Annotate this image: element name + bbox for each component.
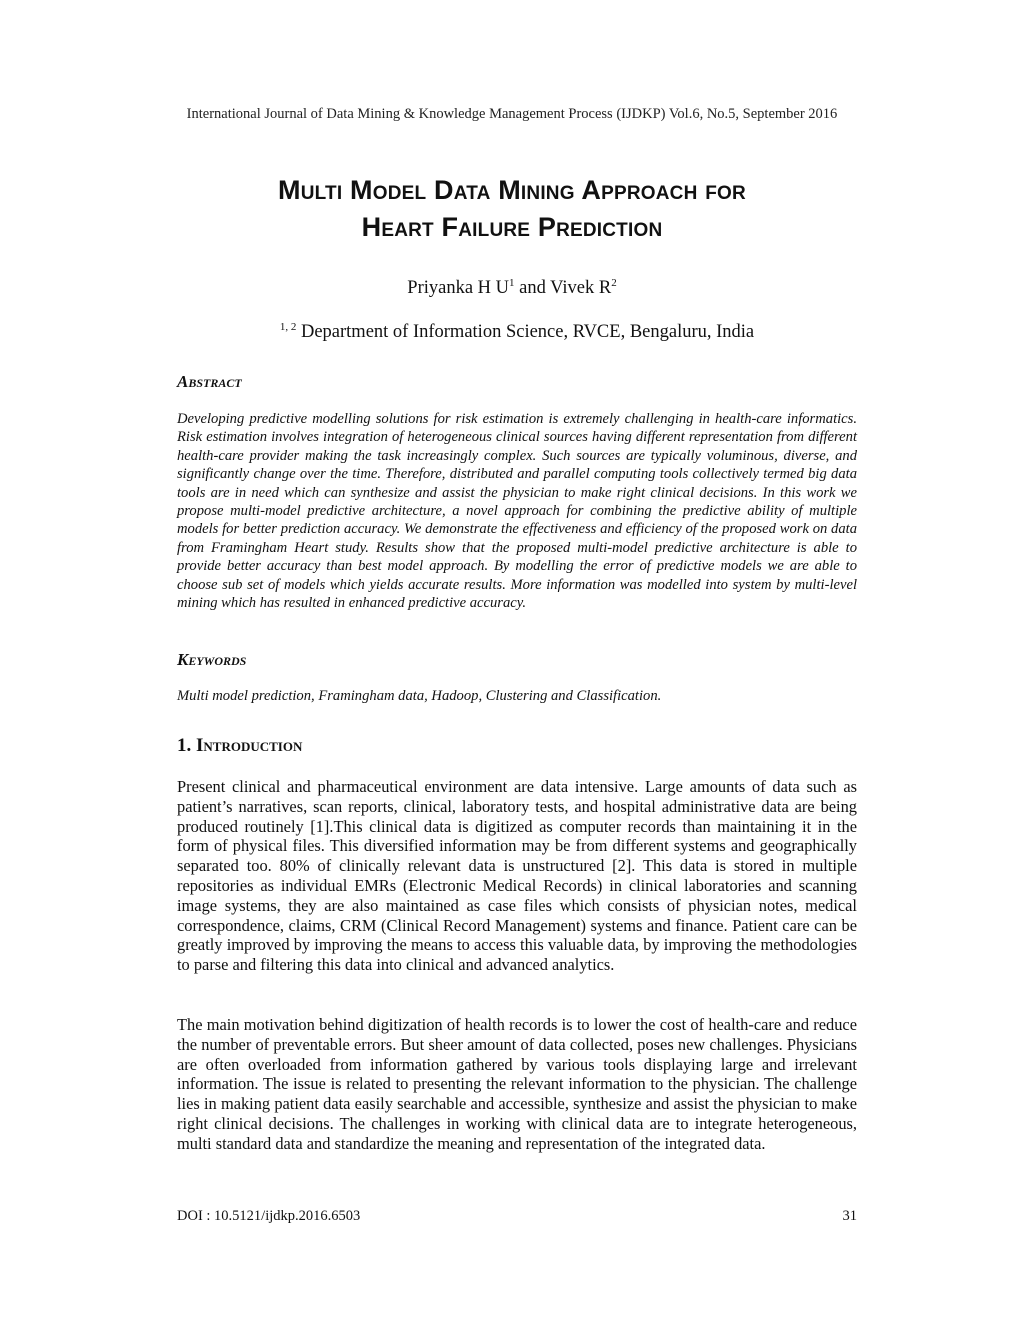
affiliation-mark: 1, 2 (279, 320, 297, 333)
introduction-heading: 1. Introduction (177, 735, 303, 756)
affiliation-text: Department of Information Science, RVCE, Bengaluru, India (296, 322, 755, 342)
introduction-paragraph-1: Present clinical and pharmaceutical environment are data intensive. Large amounts of data such as patient’s narratives, scan reports, clinical, laboratory tests, and hospital administrative data are being produced routinely [1].This clinical data is digitized as computer records than maintaining it in the form of physical files. This diversified information may be from different systems and geographically separated too. 80% of clinically relevant data is unstructured [2]. This data is stored in multiple repositories as individual EMRs (Electronic Medical Records) in clinical laboratories and scanning image systems, they are also maintained as case files which consists of physician notes, medical correspondence, claims, CRM (Clinical Record Management) systems and finance. Patient care can be greatly improved by improving the means to access this valuable data, by improving the methodologies to parse and filtering this data into clinical and advanced analytics. (177, 777, 857, 975)
author-2: and Vivek R (514, 278, 612, 298)
keywords-heading: Keywords (177, 650, 247, 669)
author-1: Priyanka H U (407, 278, 510, 298)
abstract-text: Developing predictive modelling solutions for risk estimation is extremely challenging in health-care informatics. Risk estimation involves integration of heterogeneous clinical sources having different representation from different health-care provider making the task increasingly complex. Such sources are typically voluminous, diverse, and significantly change over the time. Therefore, distributed and parallel computing tools collectively termed big data tools are in need which can synthesize and assist the physician to make right clinical decisions. In this work we propose multi-model predictive architecture, a novel approach for combining the predictive ability of multiple models for better prediction accuracy. We demonstrate the effectiveness and efficiency of the proposed work on data from Framingham Heart study. Results show that the proposed multi-model predictive architecture is able to provide better accuracy than best model approach. By modelling the error of predictive models we are able to choose sub set of models which yields accurate results. More information was modelled into system by multi-level mining which has resulted in enhanced predictive accuracy. (177, 411, 857, 612)
title-line-2: Heart Failure Prediction (361, 212, 663, 242)
title-line-1: Multi Model Data Mining Approach for (278, 175, 746, 205)
author-line (0, 278, 1024, 299)
paper-title (0, 172, 1024, 246)
affiliation (0, 322, 1024, 343)
abstract-heading: Abstract (177, 372, 242, 391)
author-1-affil-mark: 1 (509, 276, 515, 289)
running-header: International Journal of Data Mining & Knowledge Management Process (IJDKP) Vol.6, No.5, September 2016 (186, 106, 838, 122)
footer-doi: DOI : 10.5121/ijdkp.2016.6503 (177, 1208, 361, 1224)
introduction-paragraph-2: The main motivation behind digitization of health records is to lower the cost of health-care and reduce the number of preventable errors. But sheer amount of data collected, poses new challenges. Physicians are often overloaded from information gathered by various tools displaying large and irrelevant information. The issue is related to presenting the relevant information to the physician. The challenge lies in making patient data easily searchable and accessible, synthesize and assist the physician to make right clinical decisions. The challenges in working with clinical data are to integrate heterogeneous, multi standard data and standardize the meaning and representation of the integrated data. (177, 1015, 857, 1153)
keywords-text: Multi model prediction, Framingham data, Hadoop, Clustering and Classification. (177, 688, 662, 704)
page-number: 31 (842, 1208, 857, 1224)
author-2-affil-mark: 2 (611, 276, 617, 289)
